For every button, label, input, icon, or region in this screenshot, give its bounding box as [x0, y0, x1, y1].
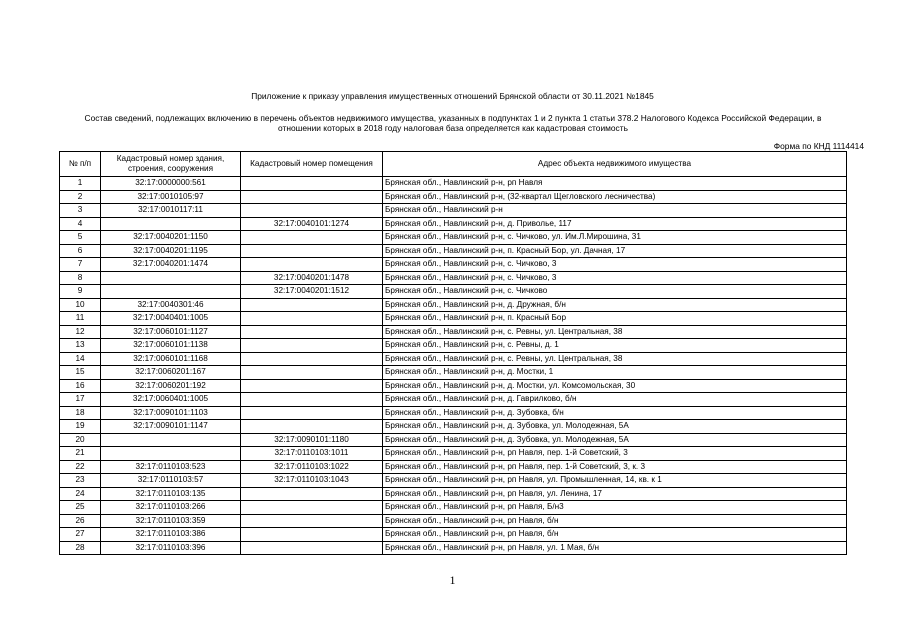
building-cadastral-cell: 32:17:0110103:359 [101, 514, 241, 528]
premises-cadastral-cell [241, 244, 383, 258]
address-cell: Брянская обл., Навлинский р-н, (32-квартал Щегловского лесничества) [383, 190, 847, 204]
premises-cadastral-cell [241, 541, 383, 555]
table-row [60, 514, 847, 528]
row-number-cell: 8 [60, 271, 101, 285]
premises-cadastral-cell [241, 190, 383, 204]
table-row [60, 298, 847, 312]
building-cadastral-cell [101, 217, 241, 231]
address-cell: Брянская обл., Навлинский р-н, рп Навля, б/н [383, 514, 847, 528]
row-number-cell: 27 [60, 528, 101, 542]
table-row [60, 433, 847, 447]
building-cadastral-cell: 32:17:0040201:1195 [101, 244, 241, 258]
address-cell: Брянская обл., Навлинский р-н, рп Навля [383, 177, 847, 191]
building-cadastral-cell: 32:17:0110103:57 [101, 474, 241, 488]
building-cadastral-cell: 32:17:0110103:523 [101, 460, 241, 474]
address-cell: Брянская обл., Навлинский р-н, с. Чичково, 3 [383, 271, 847, 285]
table-row [60, 204, 847, 218]
building-cadastral-cell [101, 271, 241, 285]
premises-cadastral-cell: 32:17:0110103:1043 [241, 474, 383, 488]
premises-cadastral-cell [241, 258, 383, 272]
premises-cadastral-cell [241, 393, 383, 407]
table-row [60, 271, 847, 285]
column-header-num: № п/п [60, 152, 101, 177]
table-row [60, 312, 847, 326]
premises-cadastral-cell [241, 204, 383, 218]
address-cell: Брянская обл., Навлинский р-н, д. Мостки, 1 [383, 366, 847, 380]
row-number-cell: 2 [60, 190, 101, 204]
premises-cadastral-cell: 32:17:0110103:1022 [241, 460, 383, 474]
table-row [60, 460, 847, 474]
premises-cadastral-cell: 32:17:0090101:1180 [241, 433, 383, 447]
address-cell: Брянская обл., Навлинский р-н, п. Красный Бор, ул. Дачная, 17 [383, 244, 847, 258]
address-cell: Брянская обл., Навлинский р-н, рп Навля, пер. 1-й Советский, 3 [383, 447, 847, 461]
row-number-cell: 20 [60, 433, 101, 447]
building-cadastral-cell: 32:17:0110103:135 [101, 487, 241, 501]
premises-cadastral-cell [241, 406, 383, 420]
address-cell: Брянская обл., Навлинский р-н, с. Чичково, 3 [383, 258, 847, 272]
row-number-cell: 5 [60, 231, 101, 245]
column-header-building: Кадастровый номер здания, строения, сооружения [101, 152, 241, 177]
table-row [60, 501, 847, 515]
row-number-cell: 7 [60, 258, 101, 272]
table-row [60, 325, 847, 339]
row-number-cell: 6 [60, 244, 101, 258]
row-number-cell: 24 [60, 487, 101, 501]
table-row [60, 339, 847, 353]
table-row [60, 177, 847, 191]
address-cell: Брянская обл., Навлинский р-н, с. Ревны, ул. Центральная, 38 [383, 352, 847, 366]
table-row [60, 366, 847, 380]
row-number-cell: 1 [60, 177, 101, 191]
premises-cadastral-cell [241, 501, 383, 515]
premises-cadastral-cell [241, 231, 383, 245]
building-cadastral-cell: 32:17:0090101:1147 [101, 420, 241, 434]
table-row [60, 231, 847, 245]
row-number-cell: 3 [60, 204, 101, 218]
row-number-cell: 11 [60, 312, 101, 326]
address-cell: Брянская обл., Навлинский р-н [383, 204, 847, 218]
address-cell: Брянская обл., Навлинский р-н, рп Навля, ул. Ленина, 17 [383, 487, 847, 501]
table-row [60, 474, 847, 488]
row-number-cell: 18 [60, 406, 101, 420]
address-cell: Брянская обл., Навлинский р-н, д. Зубовка, ул. Молодежная, 5А [383, 420, 847, 434]
premises-cadastral-cell [241, 379, 383, 393]
table-row [60, 487, 847, 501]
table-row [60, 258, 847, 272]
building-cadastral-cell: 32:17:0110103:386 [101, 528, 241, 542]
table-row [60, 393, 847, 407]
table-row [60, 447, 847, 461]
table-row [60, 406, 847, 420]
table-row [60, 285, 847, 299]
address-cell: Брянская обл., Навлинский р-н, рп Навля, Б/н3 [383, 501, 847, 515]
building-cadastral-cell: 32:17:0060201:192 [101, 379, 241, 393]
row-number-cell: 26 [60, 514, 101, 528]
table-row [60, 190, 847, 204]
address-cell: Брянская обл., Навлинский р-н, рп Навля, пер. 1-й Советский, 3, к. 3 [383, 460, 847, 474]
form-code: Форма по КНД 1114414 [773, 141, 864, 151]
building-cadastral-cell: 32:17:0000000:561 [101, 177, 241, 191]
building-cadastral-cell: 32:17:0040201:1150 [101, 231, 241, 245]
table-row [60, 420, 847, 434]
row-number-cell: 23 [60, 474, 101, 488]
row-number-cell: 16 [60, 379, 101, 393]
building-cadastral-cell: 32:17:0010117:11 [101, 204, 241, 218]
address-cell: Брянская обл., Навлинский р-н, с. Ревны, ул. Центральная, 38 [383, 325, 847, 339]
address-cell: Брянская обл., Навлинский р-н, рп Навля, ул. 1 Мая, б/н [383, 541, 847, 555]
row-number-cell: 12 [60, 325, 101, 339]
row-number-cell: 4 [60, 217, 101, 231]
building-cadastral-cell: 32:17:0060201:167 [101, 366, 241, 380]
row-number-cell: 14 [60, 352, 101, 366]
table-row [60, 244, 847, 258]
row-number-cell: 28 [60, 541, 101, 555]
column-header-address: Адрес объекта недвижимого имущества [383, 152, 847, 177]
address-cell: Брянская обл., Навлинский р-н, рп Навля, б/н [383, 528, 847, 542]
row-number-cell: 9 [60, 285, 101, 299]
table-row [60, 217, 847, 231]
building-cadastral-cell: 32:17:0010105:97 [101, 190, 241, 204]
premises-cadastral-cell [241, 420, 383, 434]
building-cadastral-cell: 32:17:0060101:1138 [101, 339, 241, 353]
building-cadastral-cell [101, 447, 241, 461]
premises-cadastral-cell [241, 514, 383, 528]
premises-cadastral-cell [241, 312, 383, 326]
row-number-cell: 10 [60, 298, 101, 312]
premises-cadastral-cell [241, 298, 383, 312]
building-cadastral-cell: 32:17:0040201:1474 [101, 258, 241, 272]
row-number-cell: 15 [60, 366, 101, 380]
building-cadastral-cell: 32:17:0110103:396 [101, 541, 241, 555]
building-cadastral-cell [101, 285, 241, 299]
premises-cadastral-cell [241, 487, 383, 501]
premises-cadastral-cell [241, 339, 383, 353]
address-cell: Брянская обл., Навлинский р-н, с. Чичково, ул. Им.Л.Мирошина, 31 [383, 231, 847, 245]
table-row [60, 528, 847, 542]
row-number-cell: 19 [60, 420, 101, 434]
table-row [60, 379, 847, 393]
premises-cadastral-cell: 32:17:0110103:1011 [241, 447, 383, 461]
premises-cadastral-cell [241, 528, 383, 542]
premises-cadastral-cell: 32:17:0040201:1478 [241, 271, 383, 285]
row-number-cell: 25 [60, 501, 101, 515]
table-row [60, 352, 847, 366]
address-cell: Брянская обл., Навлинский р-н, с. Ревны, д. 1 [383, 339, 847, 353]
address-cell: Брянская обл., Навлинский р-н, д. Гаврилково, б/н [383, 393, 847, 407]
building-cadastral-cell: 32:17:0060101:1168 [101, 352, 241, 366]
document-description: Состав сведений, подлежащих включению в перечень объектов недвижимого имущества, указанных в подпунктах 1 и 2 пункта 1 статьи 378.2 Налогового Кодекса Российской Федерации, в отношении которых в 2018 году налоговая база определяется как кадастровая стоимость [84, 113, 822, 133]
property-registry-table [59, 151, 847, 555]
row-number-cell: 21 [60, 447, 101, 461]
row-number-cell: 13 [60, 339, 101, 353]
building-cadastral-cell: 32:17:0040301:46 [101, 298, 241, 312]
building-cadastral-cell: 32:17:0060401:1005 [101, 393, 241, 407]
premises-cadastral-cell [241, 325, 383, 339]
address-cell: Брянская обл., Навлинский р-н, рп Навля, ул. Промышленная, 14, кв. к 1 [383, 474, 847, 488]
address-cell: Брянская обл., Навлинский р-н, д. Зубовка, б/н [383, 406, 847, 420]
address-cell: Брянская обл., Навлинский р-н, д. Зубовка, ул. Молодежная, 5А [383, 433, 847, 447]
address-cell: Брянская обл., Навлинский р-н, д. Приволье, 117 [383, 217, 847, 231]
address-cell: Брянская обл., Навлинский р-н, д. Мостки, ул. Комсомольская, 30 [383, 379, 847, 393]
building-cadastral-cell: 32:17:0040401:1005 [101, 312, 241, 326]
premises-cadastral-cell: 32:17:0040101:1274 [241, 217, 383, 231]
address-cell: Брянская обл., Навлинский р-н, д. Дружная, б/н [383, 298, 847, 312]
building-cadastral-cell: 32:17:0090101:1103 [101, 406, 241, 420]
premises-cadastral-cell [241, 352, 383, 366]
column-header-premises: Кадастровый номер помещения [241, 152, 383, 177]
premises-cadastral-cell: 32:17:0040201:1512 [241, 285, 383, 299]
row-number-cell: 17 [60, 393, 101, 407]
page-number: 1 [449, 573, 456, 587]
address-cell: Брянская обл., Навлинский р-н, с. Чичково [383, 285, 847, 299]
building-cadastral-cell: 32:17:0060101:1127 [101, 325, 241, 339]
table-body [60, 177, 847, 555]
premises-cadastral-cell [241, 366, 383, 380]
address-cell: Брянская обл., Навлинский р-н, п. Красный Бор [383, 312, 847, 326]
table-row [60, 541, 847, 555]
building-cadastral-cell: 32:17:0110103:266 [101, 501, 241, 515]
page-title: Приложение к приказу управления имущественных отношений Брянской области от 30.11.2021 №1845 [251, 91, 654, 101]
table-header-row [60, 152, 847, 177]
building-cadastral-cell [101, 433, 241, 447]
premises-cadastral-cell [241, 177, 383, 191]
row-number-cell: 22 [60, 460, 101, 474]
